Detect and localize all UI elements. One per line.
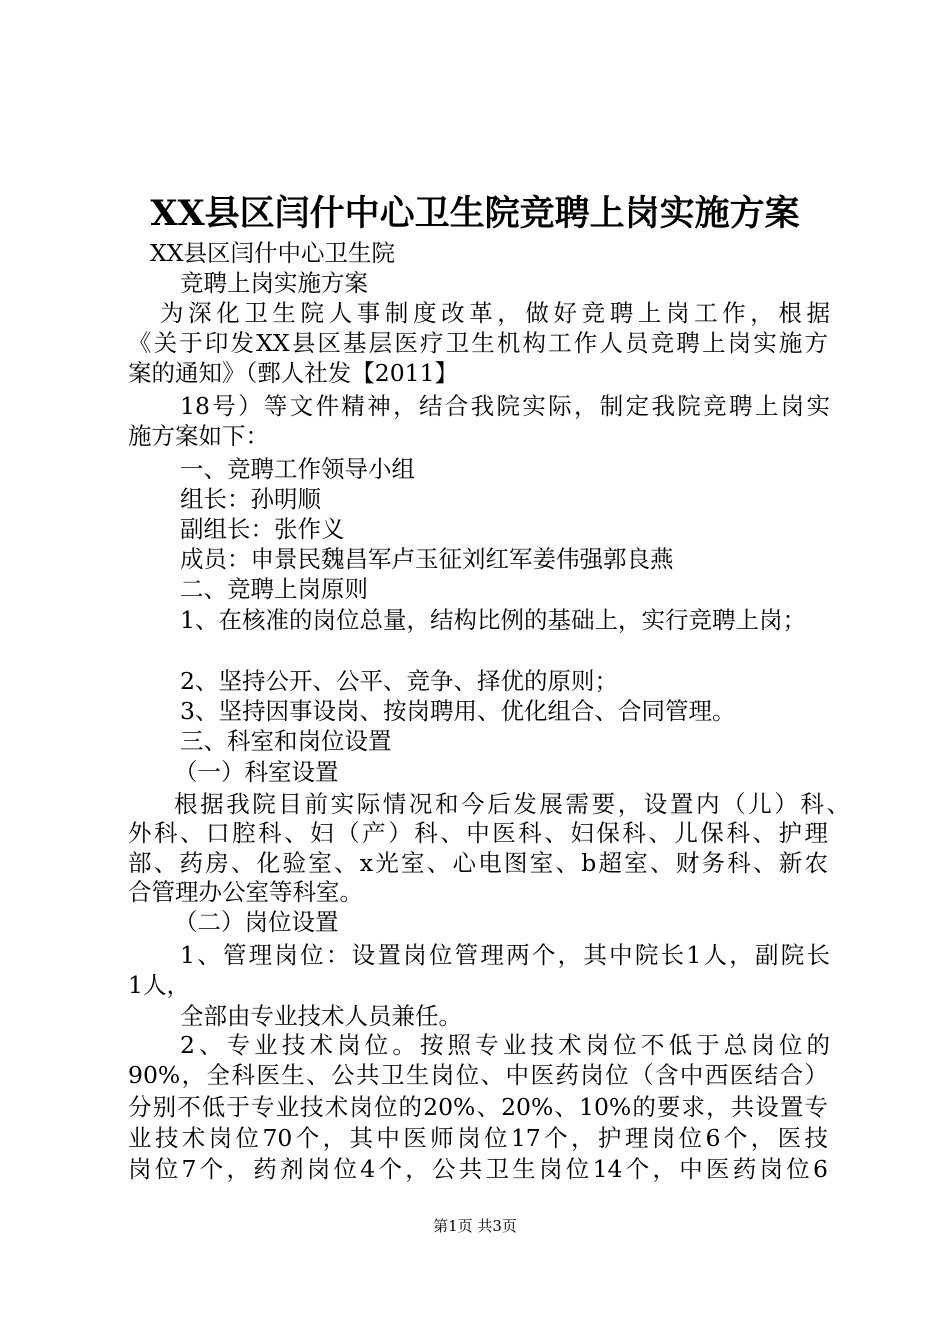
paragraph-line: 1人， <box>128 971 190 999</box>
paragraph-line: 部、药房、化验室、x光室、心电图室、b超室、财务科、新农 <box>128 849 828 877</box>
paragraph-line: 《关于印发XX县区基层医疗卫生机构工作人员竞聘上岗实施方 <box>128 329 828 357</box>
paragraph-line: 岗位7个，药剂岗位4个，公共卫生岗位14个，中医药岗位6 <box>128 1155 828 1183</box>
subsection-heading: （一）科室设置 <box>174 758 339 786</box>
section-heading: 一、竞聘工作领导小组 <box>180 455 415 483</box>
paragraph-line: 组长：孙明顺 <box>180 485 321 513</box>
paragraph-line: 成员：申景民魏昌军卢玉征刘红军姜伟强郭良燕 <box>180 545 674 573</box>
paragraph-line: 外科、口腔科、妇（产）科、中医科、妇保科、儿保科、护理 <box>128 819 828 847</box>
paragraph-line: XX县区闫什中心卫生院 <box>150 239 395 267</box>
document-title: XX县区闫什中心卫生院竞聘上岗实施方案 <box>150 193 800 234</box>
paragraph-line: 3、坚持因事设岗、按岗聘用、优化组合、合同管理。 <box>180 697 736 725</box>
paragraph-line: 竞聘上岗实施方案 <box>180 269 368 297</box>
paragraph-line: 业技术岗位70个，其中医师岗位17个，护理岗位6个，医技 <box>128 1124 828 1152</box>
paragraph-line: 90%，全科医生、公共卫生岗位、中医药岗位（含中西医结合） <box>128 1061 828 1089</box>
paragraph-line: 2、坚持公开、公平、竞争、择优的原则； <box>180 667 618 695</box>
paragraph-line: 全部由专业技术人员兼任。 <box>180 1002 462 1030</box>
paragraph-line: 施方案如下： <box>128 422 269 450</box>
paragraph-line: 根据我院目前实际情况和今后发展需要，设置内（儿）科、 <box>174 790 850 818</box>
section-heading: 二、竞聘上岗原则 <box>180 575 368 603</box>
paragraph-line: 分别不低于专业技术岗位的20%、20%、10%的要求，共设置专 <box>128 1093 828 1121</box>
paragraph-line: 为深化卫生院人事制度改革，做好竞聘上岗工作，根据 <box>160 299 830 327</box>
paragraph-line: 1、在核准的岗位总量，结构比例的基础上，实行竞聘上岗； <box>180 606 806 634</box>
paragraph-line: 副组长：张作义 <box>180 515 345 543</box>
paragraph-line: 1、管理岗位：设置岗位管理两个，其中院长1人，副院长 <box>180 941 830 969</box>
page-footer: 第1页 共3页 <box>433 1217 517 1235</box>
paragraph-line: 案的通知》（鄄人社发【2011】 <box>128 359 459 387</box>
paragraph-line: 合管理办公室等科室。 <box>128 878 363 906</box>
paragraph-line: 18号）等文件精神，结合我院实际，制定我院竞聘上岗实 <box>180 392 830 420</box>
subsection-heading: （二）岗位设置 <box>174 908 339 936</box>
section-heading: 三、科室和岗位设置 <box>180 727 392 755</box>
paragraph-line: 2、专业技术岗位。按照专业技术岗位不低于总岗位的 <box>180 1031 830 1059</box>
